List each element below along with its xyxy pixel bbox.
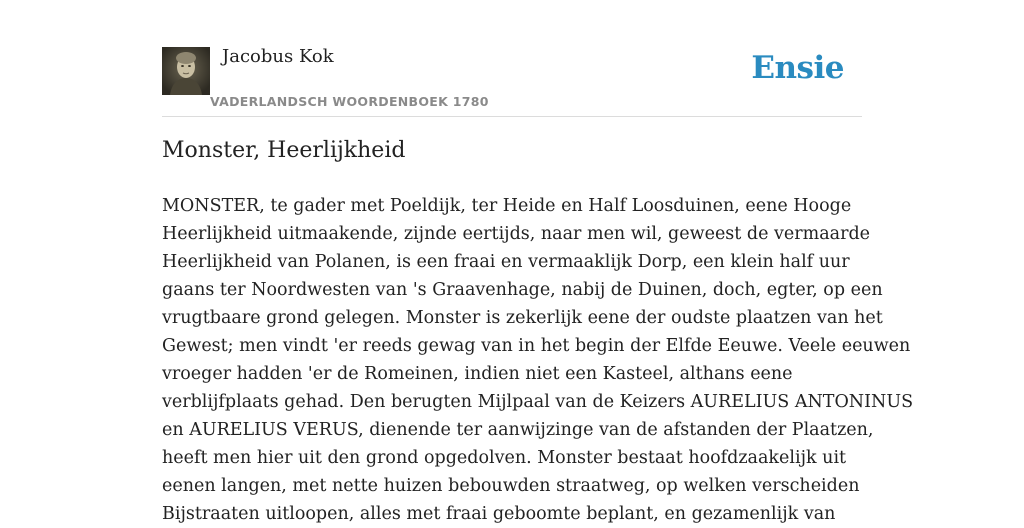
header bbox=[162, 40, 862, 117]
body-line: MONSTER, te gader met Poeldijk, ter Heide en Half Loosduinen, eene Hooge bbox=[162, 196, 852, 216]
body-line: vrugtbaare grond gelegen. Monster is zekerlijk eene der oudste plaatzen van het bbox=[162, 308, 883, 328]
body-line: vroeger hadden 'er de Romeinen, indien niet een Kasteel, althans eene bbox=[162, 364, 793, 384]
body-line: gaans ter Noordwesten van 's Graavenhage, nabij de Duinen, doch, egter, op een bbox=[162, 280, 883, 300]
body-line: heeft men hier uit den grond opgedolven. Monster bestaat hoofdzaakelijk uit bbox=[162, 448, 847, 468]
author-avatar[interactable] bbox=[162, 47, 210, 95]
article-title: Monster, Heerlijkheid bbox=[162, 138, 406, 163]
body-line: Heerlijkheid van Polanen, is een fraai en vermaaklijk Dorp, een klein half uur bbox=[162, 252, 850, 272]
body-line: Heerlijkheid uitmaakende, zijnde eertijds, naar men wil, geweest de vermaarde bbox=[162, 224, 870, 244]
body-line: Bijstraaten uitloopen, alles met fraai geboomte beplant, en gezamenlijk van bbox=[162, 504, 836, 524]
body-line: verblijfplaats gehad. Den berugten Mijlpaal van de Keizers AURELIUS ANTONINUS bbox=[162, 392, 914, 412]
ensie-logo[interactable]: Ensie bbox=[751, 50, 844, 86]
body-line: en AURELIUS VERUS, dienende ter aanwijzinge van de afstanden der Plaatzen, bbox=[162, 420, 874, 440]
article-body bbox=[162, 192, 914, 528]
source-label[interactable]: VADERLANDSCH WOORDENBOEK 1780 bbox=[210, 94, 489, 109]
body-line: Gewest; men vindt 'er reeds gewag van in het begin der Elfde Eeuwe. Veele eeuwen bbox=[162, 336, 911, 356]
body-line: eenen langen, met nette huizen bebouwden straatweg, op welken verscheiden bbox=[162, 476, 860, 496]
author-name[interactable]: Jacobus Kok bbox=[222, 46, 334, 67]
